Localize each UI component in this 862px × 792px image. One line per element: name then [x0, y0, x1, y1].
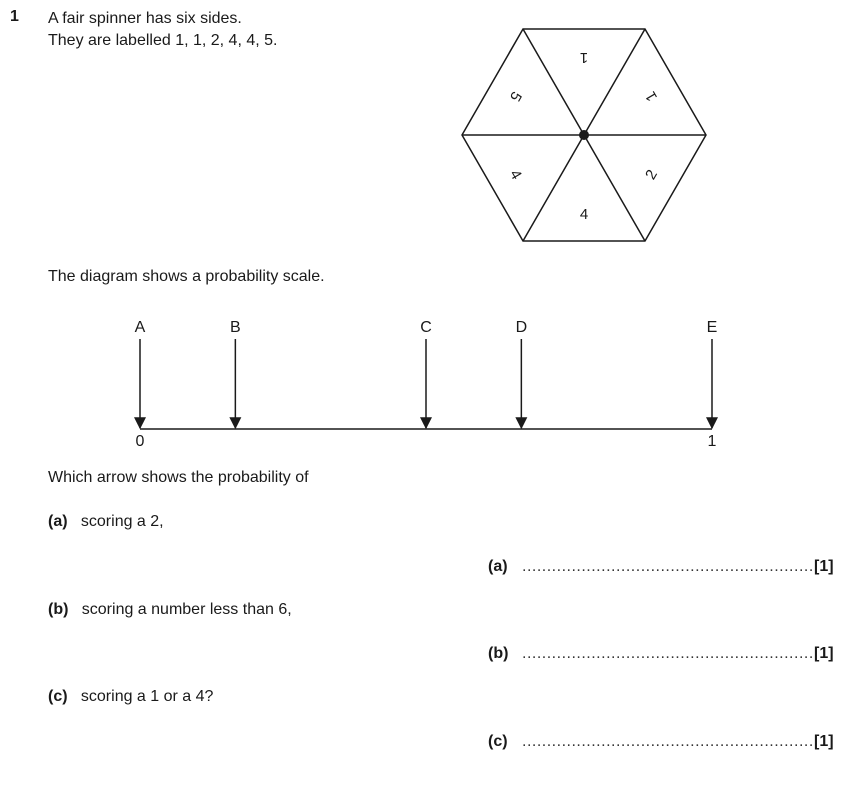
part-a-text: scoring a 2, — [80, 513, 164, 530]
spinner-divider — [584, 135, 645, 241]
answer-b-marks: [1] — [814, 645, 834, 662]
intro-line-2: They are labelled 1, 1, 2, 4, 4, 5. — [48, 32, 278, 49]
question-number: 1 — [10, 8, 19, 25]
answer-c-marks: [1] — [814, 733, 834, 750]
arrow-label-e: E — [706, 319, 718, 336]
answer-c-label: (c) — [488, 733, 508, 750]
spinner-sector-label: 5 — [506, 88, 525, 105]
answer-c-line[interactable]: ........................................................... — [522, 733, 814, 750]
part-b-answer — [488, 645, 834, 663]
part-c-text: scoring a 1 or a 4? — [80, 688, 214, 705]
part-b-text: scoring a number less than 6, — [81, 601, 292, 618]
spinner-diagram — [455, 24, 715, 248]
arrow-label-b: B — [230, 319, 241, 336]
scale-start-label: 0 — [135, 433, 145, 450]
part-b-question — [48, 601, 292, 619]
answer-a-marks: [1] — [814, 558, 834, 575]
answer-a-label: (a) — [488, 558, 508, 575]
probability-scale — [0, 312, 862, 456]
answer-b-label: (b) — [488, 645, 509, 662]
arrow-label-d: D — [515, 319, 528, 336]
spinner-sector-label: 1 — [579, 49, 589, 67]
question-prompt: Which arrow shows the probability of — [48, 469, 309, 486]
part-a-question — [48, 513, 164, 531]
part-a-answer — [488, 558, 834, 576]
spinner-sector-label: 1 — [642, 88, 661, 105]
spinner-pivot — [579, 130, 589, 140]
spinner-divider — [523, 135, 584, 241]
spinner-sector-label: 4 — [579, 205, 589, 223]
scale-end-label: 1 — [707, 433, 717, 450]
spinner-sector-label: 4 — [506, 166, 525, 183]
answer-b-line[interactable]: ........................................................... — [522, 645, 814, 662]
arrow-label-a: A — [134, 319, 146, 336]
answer-a-line[interactable]: ........................................................... — [522, 558, 814, 575]
spinner-divider — [584, 29, 645, 135]
spinner-sector-label: 2 — [642, 166, 661, 183]
intro-line-1: A fair spinner has six sides. — [48, 10, 242, 27]
scale-intro: The diagram shows a probability scale. — [48, 268, 325, 285]
part-c-answer — [488, 733, 834, 751]
arrow-label-c: C — [420, 319, 432, 336]
spinner-divider — [523, 29, 584, 135]
part-b-label: (b) — [48, 601, 69, 618]
part-c-label: (c) — [48, 688, 68, 705]
part-a-label: (a) — [48, 513, 68, 530]
question-intro — [48, 8, 277, 52]
part-c-question — [48, 688, 213, 706]
